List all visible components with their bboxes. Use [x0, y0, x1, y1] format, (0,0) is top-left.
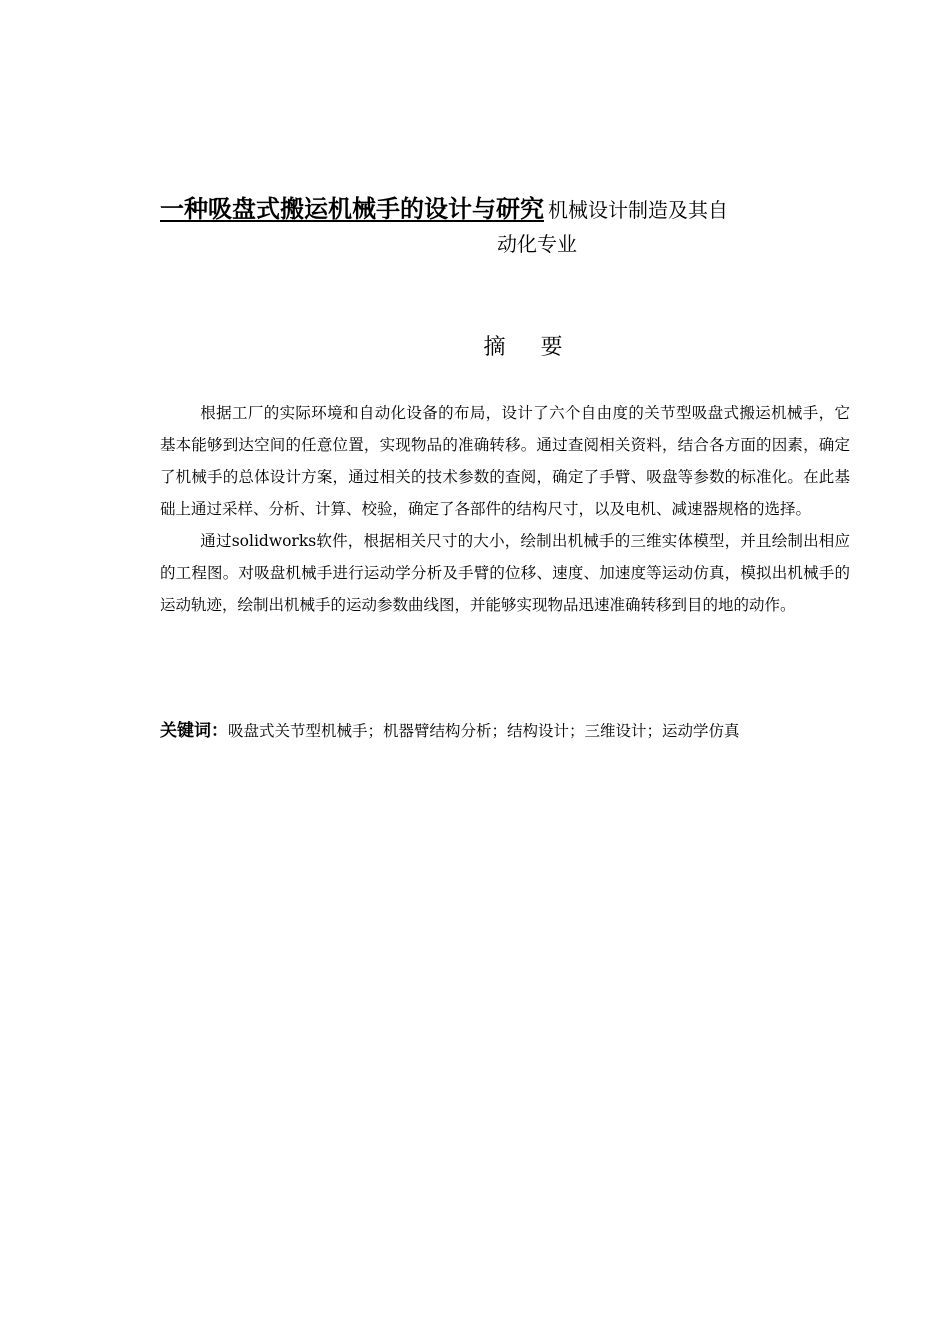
keywords-line — [160, 716, 860, 746]
title-subtitle-line1: 机械设计制造及其自 — [548, 198, 728, 222]
abstract-heading: 摘 要 — [483, 335, 577, 360]
title-main: 一种吸盘式搬运机械手的设计与研究 — [160, 195, 544, 223]
document-title — [160, 193, 860, 260]
abstract-paragraph-1: 根据工厂的实际环境和自动化设备的布局，设计了六个自由度的关节型吸盘式搬运机械手，它基本能够到达空间的任意位置，实现物品的准确转移。通过查阅相关资料，结合各方面的因素，确定了机械手的总体设计方案，通过相关的技术参数的查阅，确定了手臂、吸盘等参数的标准化。在此基础上通过采样、分析、计算、校验，确定了各部件的结构尺寸，以及电机、减速器规格的选择。 — [160, 404, 850, 518]
abstract-body — [160, 397, 850, 621]
abstract-paragraph-2: 通过solidworks软件，根据相关尺寸的大小，绘制出机械手的三维实体模型，并且绘制出相应的工程图。对吸盘机械手进行运动学分析及手臂的位移、速度、加速度等运动仿真，模拟出机械手的运动轨迹，绘制出机械手的运动参数曲线图，并能够实现物品迅速准确转移到目的地的动作。 — [160, 532, 850, 614]
title-subtitle-line2: 动化专业 — [497, 232, 577, 256]
keywords-label: 关键词： — [160, 721, 228, 741]
keywords-text: 吸盘式关节型机械手；机器臂结构分析；结构设计；三维设计；运动学仿真 — [228, 722, 740, 740]
